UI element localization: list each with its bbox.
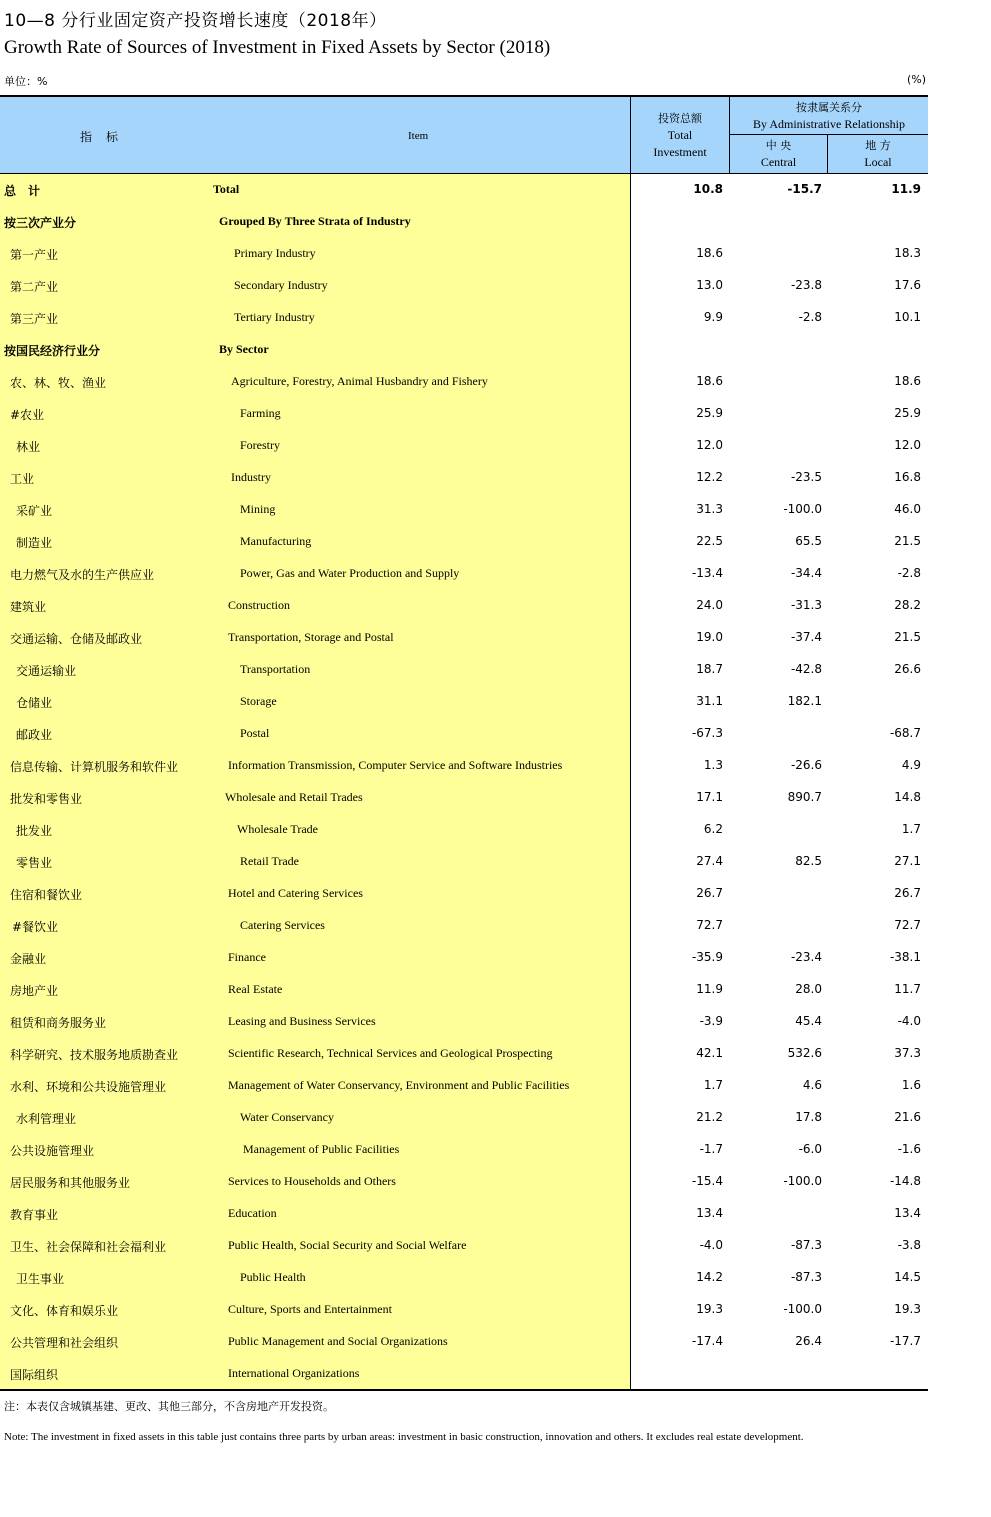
row-label-zh: 批发和零售业 — [10, 792, 83, 806]
table-body — [0, 174, 928, 1391]
central-value: 4.6 — [802, 1078, 822, 1092]
total-value: 31.3 — [696, 502, 723, 516]
row-label-en: Power, Gas and Water Production and Supply — [240, 566, 460, 580]
row-label-en: Leasing and Business Services — [228, 1014, 376, 1028]
row-label-zh: 卫生、社会保障和社会福利业 — [10, 1240, 167, 1254]
central-value: -87.3 — [790, 1270, 822, 1284]
total-value: 26.7 — [696, 886, 723, 900]
row-label-zh: 按三次产业分 — [4, 216, 77, 230]
local-value: -2.8 — [897, 566, 921, 580]
table-row — [0, 1166, 928, 1198]
total-value: 1.7 — [703, 1078, 723, 1092]
central-value: -23.4 — [790, 950, 822, 964]
row-label-en: Management of Water Conservancy, Environment and Public Facilities — [228, 1078, 570, 1092]
header-divider — [729, 134, 928, 135]
local-value: -4.0 — [897, 1014, 921, 1028]
header-local-cell — [828, 137, 928, 171]
local-value: 46.0 — [894, 502, 921, 516]
row-label-zh: 教育事业 — [10, 1208, 59, 1222]
row-label-zh: 仓储业 — [16, 696, 53, 710]
local-value: -1.6 — [897, 1142, 921, 1156]
row-label-en: Information Transmission, Computer Service and Software Industries — [228, 758, 563, 772]
total-value: 11.9 — [696, 982, 723, 996]
table-row — [0, 206, 928, 238]
table-row — [0, 1294, 928, 1326]
row-label-zh: 房地产业 — [10, 984, 59, 998]
header-admin-zh: 按隶属关系分 — [796, 101, 862, 114]
row-label-en: Catering Services — [240, 918, 325, 932]
local-value: 4.9 — [901, 758, 921, 772]
row-label-en: Postal — [240, 726, 270, 740]
row-label-zh: 批发业 — [16, 824, 53, 838]
row-label-en: By Sector — [219, 342, 269, 356]
local-value: 14.5 — [894, 1270, 921, 1284]
local-value: -14.8 — [889, 1174, 921, 1188]
total-value: 13.4 — [696, 1206, 723, 1220]
table-row — [0, 1358, 928, 1390]
total-value: 19.3 — [696, 1302, 723, 1316]
header-local-en: Local — [864, 155, 892, 169]
local-value: 13.4 — [894, 1206, 921, 1220]
table-row — [0, 942, 928, 974]
row-label-zh: #餐饮业 — [12, 920, 59, 934]
row-label-en: Wholesale and Retail Trades — [225, 790, 363, 804]
table-row — [0, 366, 928, 398]
local-value: 1.6 — [901, 1078, 921, 1092]
table-row — [0, 1230, 928, 1262]
header-total-cell — [631, 110, 729, 161]
table-row — [0, 590, 928, 622]
table-row — [0, 1262, 928, 1294]
row-label-zh: 农、林、牧、渔业 — [10, 376, 107, 390]
row-label-zh: 公共设施管理业 — [10, 1144, 95, 1158]
central-value: 182.1 — [787, 694, 822, 708]
header-item-zh: 指 标 — [80, 130, 120, 144]
row-label-en: Total — [213, 182, 240, 196]
row-label-en: Retail Trade — [240, 854, 299, 868]
central-value: -2.8 — [798, 310, 822, 324]
row-label-zh: 水利管理业 — [16, 1112, 77, 1126]
row-label-en: Scientific Research, Technical Services and Geological Prospecting — [228, 1046, 553, 1060]
row-label-zh: 工业 — [10, 472, 35, 486]
central-value: -37.4 — [790, 630, 822, 644]
local-value: 26.7 — [894, 886, 921, 900]
row-label-en: Culture, Sports and Entertainment — [228, 1302, 392, 1316]
table-row — [0, 270, 928, 302]
table-row — [0, 174, 928, 206]
local-value: 37.3 — [894, 1046, 921, 1060]
row-label-en: Primary Industry — [234, 246, 316, 260]
central-value: -42.8 — [790, 662, 822, 676]
row-label-en: Management of Public Facilities — [243, 1142, 400, 1156]
row-label-en: International Organizations — [228, 1366, 360, 1380]
row-label-en: Services to Households and Others — [228, 1174, 396, 1188]
row-label-en: Real Estate — [228, 982, 283, 996]
header-admin-cell — [730, 99, 928, 133]
page-title-cn: 10—8 分行业固定资产投资增长速度（2018年） — [4, 11, 387, 31]
local-value: 1.7 — [901, 822, 921, 836]
central-value: 17.8 — [795, 1110, 822, 1124]
total-value: -15.4 — [691, 1174, 723, 1188]
total-value: 18.6 — [696, 374, 723, 388]
central-value: -26.6 — [790, 758, 822, 772]
table-row — [0, 1326, 928, 1358]
table-row — [0, 686, 928, 718]
total-value: 18.6 — [696, 246, 723, 260]
table-row — [0, 910, 928, 942]
total-value: 21.2 — [696, 1110, 723, 1124]
table-row — [0, 718, 928, 750]
total-value: -13.4 — [691, 566, 723, 580]
total-value: 18.7 — [696, 662, 723, 676]
row-label-zh: 文化、体育和娱乐业 — [10, 1304, 119, 1318]
table-row — [0, 1102, 928, 1134]
total-value: 13.0 — [696, 278, 723, 292]
local-value: 21.5 — [894, 630, 921, 644]
local-value: 16.8 — [894, 470, 921, 484]
total-value: 14.2 — [696, 1270, 723, 1284]
local-value: 27.1 — [894, 854, 921, 868]
row-label-zh: 公共管理和社会组织 — [10, 1336, 119, 1350]
row-label-zh: 第二产业 — [10, 280, 59, 294]
central-value: -6.0 — [798, 1142, 822, 1156]
table-row — [0, 462, 928, 494]
total-value: 12.0 — [696, 438, 723, 452]
central-value: -23.5 — [790, 470, 822, 484]
local-value: 18.3 — [894, 246, 921, 260]
row-label-en: Hotel and Catering Services — [228, 886, 363, 900]
row-label-en: Manufacturing — [240, 534, 312, 548]
data-table — [0, 95, 928, 1391]
local-value: 19.3 — [894, 1302, 921, 1316]
row-label-zh: 科学研究、技术服务地质勘查业 — [10, 1048, 179, 1062]
table-row — [0, 430, 928, 462]
row-label-en: Industry — [231, 470, 271, 484]
row-label-zh: 住宿和餐饮业 — [10, 888, 83, 902]
total-value: 6.2 — [703, 822, 723, 836]
row-label-en: Public Health, Social Security and Social Welfare — [228, 1238, 467, 1252]
table-row — [0, 494, 928, 526]
row-label-en: Transportation — [240, 662, 311, 676]
row-label-en: Secondary Industry — [234, 278, 328, 292]
table-row — [0, 238, 928, 270]
table-row — [0, 558, 928, 590]
row-label-en: Transportation, Storage and Postal — [228, 630, 394, 644]
row-label-zh: 租赁和商务服务业 — [10, 1016, 107, 1030]
table-row — [0, 782, 928, 814]
row-label-zh: 交通运输、仓储及邮政业 — [10, 632, 143, 646]
table-row — [0, 622, 928, 654]
local-value: -68.7 — [889, 726, 921, 740]
central-value: 65.5 — [795, 534, 822, 548]
header-central-en: Central — [760, 155, 797, 169]
central-value: -15.7 — [787, 182, 822, 196]
local-value: 25.9 — [894, 406, 921, 420]
total-value: 72.7 — [696, 918, 723, 932]
local-value: 14.8 — [894, 790, 921, 804]
row-label-en: Finance — [228, 950, 266, 964]
table-row — [0, 1070, 928, 1102]
local-value: 21.6 — [894, 1110, 921, 1124]
header-item-en: Item — [408, 130, 429, 142]
row-label-zh: 第三产业 — [10, 312, 59, 326]
table-row — [0, 974, 928, 1006]
table-row — [0, 750, 928, 782]
unit-label-right: (%) — [906, 73, 926, 86]
header-total-en1: Total — [667, 128, 693, 142]
total-value: -3.9 — [699, 1014, 723, 1028]
local-value: -38.1 — [889, 950, 921, 964]
total-value: -67.3 — [691, 726, 723, 740]
row-label-zh: #农业 — [10, 408, 45, 422]
table-header — [0, 95, 928, 174]
table-row — [0, 526, 928, 558]
row-label-zh: 零售业 — [16, 856, 53, 870]
row-label-en: Water Conservancy — [240, 1110, 334, 1124]
local-value: 21.5 — [894, 534, 921, 548]
row-label-zh: 建筑业 — [10, 600, 47, 614]
central-value: -100.0 — [783, 502, 822, 516]
row-label-zh: 按国民经济行业分 — [4, 344, 101, 358]
note-cn: 注：本表仅含城镇基建、更改、其他三部分，不含房地产开发投资。 — [4, 1400, 334, 1413]
row-label-zh: 采矿业 — [16, 504, 53, 518]
header-admin-en: By Administrative Relationship — [753, 117, 905, 131]
row-label-zh: 交通运输业 — [16, 664, 77, 678]
header-local-zh: 地 方 — [865, 139, 891, 152]
row-label-en: Grouped By Three Strata of Industry — [219, 214, 411, 228]
local-value: 10.1 — [894, 310, 921, 324]
table-row — [0, 302, 928, 334]
central-value: -100.0 — [783, 1174, 822, 1188]
unit-label: 单位：% — [4, 75, 48, 88]
total-value: 19.0 — [696, 630, 723, 644]
header-total-en2: Investment — [653, 145, 707, 159]
central-value: 82.5 — [795, 854, 822, 868]
total-value: 42.1 — [696, 1046, 723, 1060]
row-label-zh: 居民服务和其他服务业 — [10, 1176, 131, 1190]
central-value: -23.8 — [790, 278, 822, 292]
local-value: 11.9 — [891, 182, 921, 196]
total-value: 1.3 — [703, 758, 723, 772]
total-value: -4.0 — [699, 1238, 723, 1252]
central-value: -100.0 — [783, 1302, 822, 1316]
row-label-en: Public Health — [240, 1270, 306, 1284]
table-row — [0, 398, 928, 430]
total-value: 9.9 — [703, 310, 723, 324]
table-row — [0, 1198, 928, 1230]
row-label-zh: 制造业 — [16, 536, 53, 550]
total-value: 22.5 — [696, 534, 723, 548]
table-row — [0, 846, 928, 878]
total-value: 17.1 — [696, 790, 723, 804]
central-value: -31.3 — [790, 598, 822, 612]
total-value: 27.4 — [696, 854, 723, 868]
header-total-zh: 投资总额 — [658, 112, 702, 125]
total-value: -1.7 — [699, 1142, 723, 1156]
row-label-en: Tertiary Industry — [234, 310, 315, 324]
row-label-en: Education — [228, 1206, 277, 1220]
row-label-zh: 林业 — [16, 440, 41, 454]
row-label-zh: 卫生事业 — [16, 1272, 65, 1286]
row-label-en: Public Management and Social Organizations — [228, 1334, 448, 1348]
row-label-en: Wholesale Trade — [237, 822, 318, 836]
row-label-zh: 第一产业 — [10, 248, 59, 262]
total-value: 31.1 — [696, 694, 723, 708]
table-row — [0, 1006, 928, 1038]
local-value: 18.6 — [894, 374, 921, 388]
row-label-en: Mining — [240, 502, 276, 516]
total-value: -17.4 — [691, 1334, 723, 1348]
row-label-en: Construction — [228, 598, 290, 612]
note-en: Note: The investment in fixed assets in this table just contains three parts by urban areas: investment in basic construction, innovation and others. It excludes real estate development. — [4, 1431, 804, 1443]
table-row — [0, 1038, 928, 1070]
page-title-en: Growth Rate of Sources of Investment in Fixed Assets by Sector (2018) — [4, 37, 551, 58]
row-label-zh: 电力燃气及水的生产供应业 — [10, 568, 155, 582]
local-value: 72.7 — [894, 918, 921, 932]
row-label-zh: 水利、环境和公共设施管理业 — [10, 1080, 167, 1094]
total-value: 12.2 — [696, 470, 723, 484]
row-label-zh: 邮政业 — [16, 728, 53, 742]
total-value: 24.0 — [696, 598, 723, 612]
table-row — [0, 878, 928, 910]
row-label-zh: 国际组织 — [10, 1368, 59, 1382]
row-label-en: Farming — [240, 406, 281, 420]
central-value: 26.4 — [795, 1334, 822, 1348]
total-value: 10.8 — [693, 182, 723, 196]
local-value: 28.2 — [894, 598, 921, 612]
local-value: -17.7 — [889, 1334, 921, 1348]
table-row — [0, 654, 928, 686]
row-label-en: Storage — [240, 694, 277, 708]
central-value: 890.7 — [787, 790, 822, 804]
row-label-zh: 金融业 — [10, 952, 47, 966]
local-value: 11.7 — [894, 982, 921, 996]
table-row — [0, 1134, 928, 1166]
total-value: 25.9 — [696, 406, 723, 420]
central-value: -34.4 — [790, 566, 822, 580]
central-value: 532.6 — [787, 1046, 822, 1060]
local-value: 26.6 — [894, 662, 921, 676]
central-value: -87.3 — [790, 1238, 822, 1252]
row-label-zh: 总 计 — [4, 184, 41, 198]
row-label-en: Forestry — [240, 438, 280, 452]
row-label-en: Agriculture, Forestry, Animal Husbandry and Fishery — [231, 374, 488, 388]
total-value: -35.9 — [691, 950, 723, 964]
header-central-cell — [730, 137, 827, 171]
central-value: 45.4 — [795, 1014, 822, 1028]
local-value: -3.8 — [897, 1238, 921, 1252]
row-label-zh: 信息传输、计算机服务和软件业 — [10, 760, 179, 774]
central-value: 28.0 — [795, 982, 822, 996]
table-row — [0, 814, 928, 846]
header-central-zh: 中 央 — [765, 139, 792, 152]
table-row — [0, 334, 928, 366]
local-value: 17.6 — [894, 278, 921, 292]
local-value: 12.0 — [894, 438, 921, 452]
